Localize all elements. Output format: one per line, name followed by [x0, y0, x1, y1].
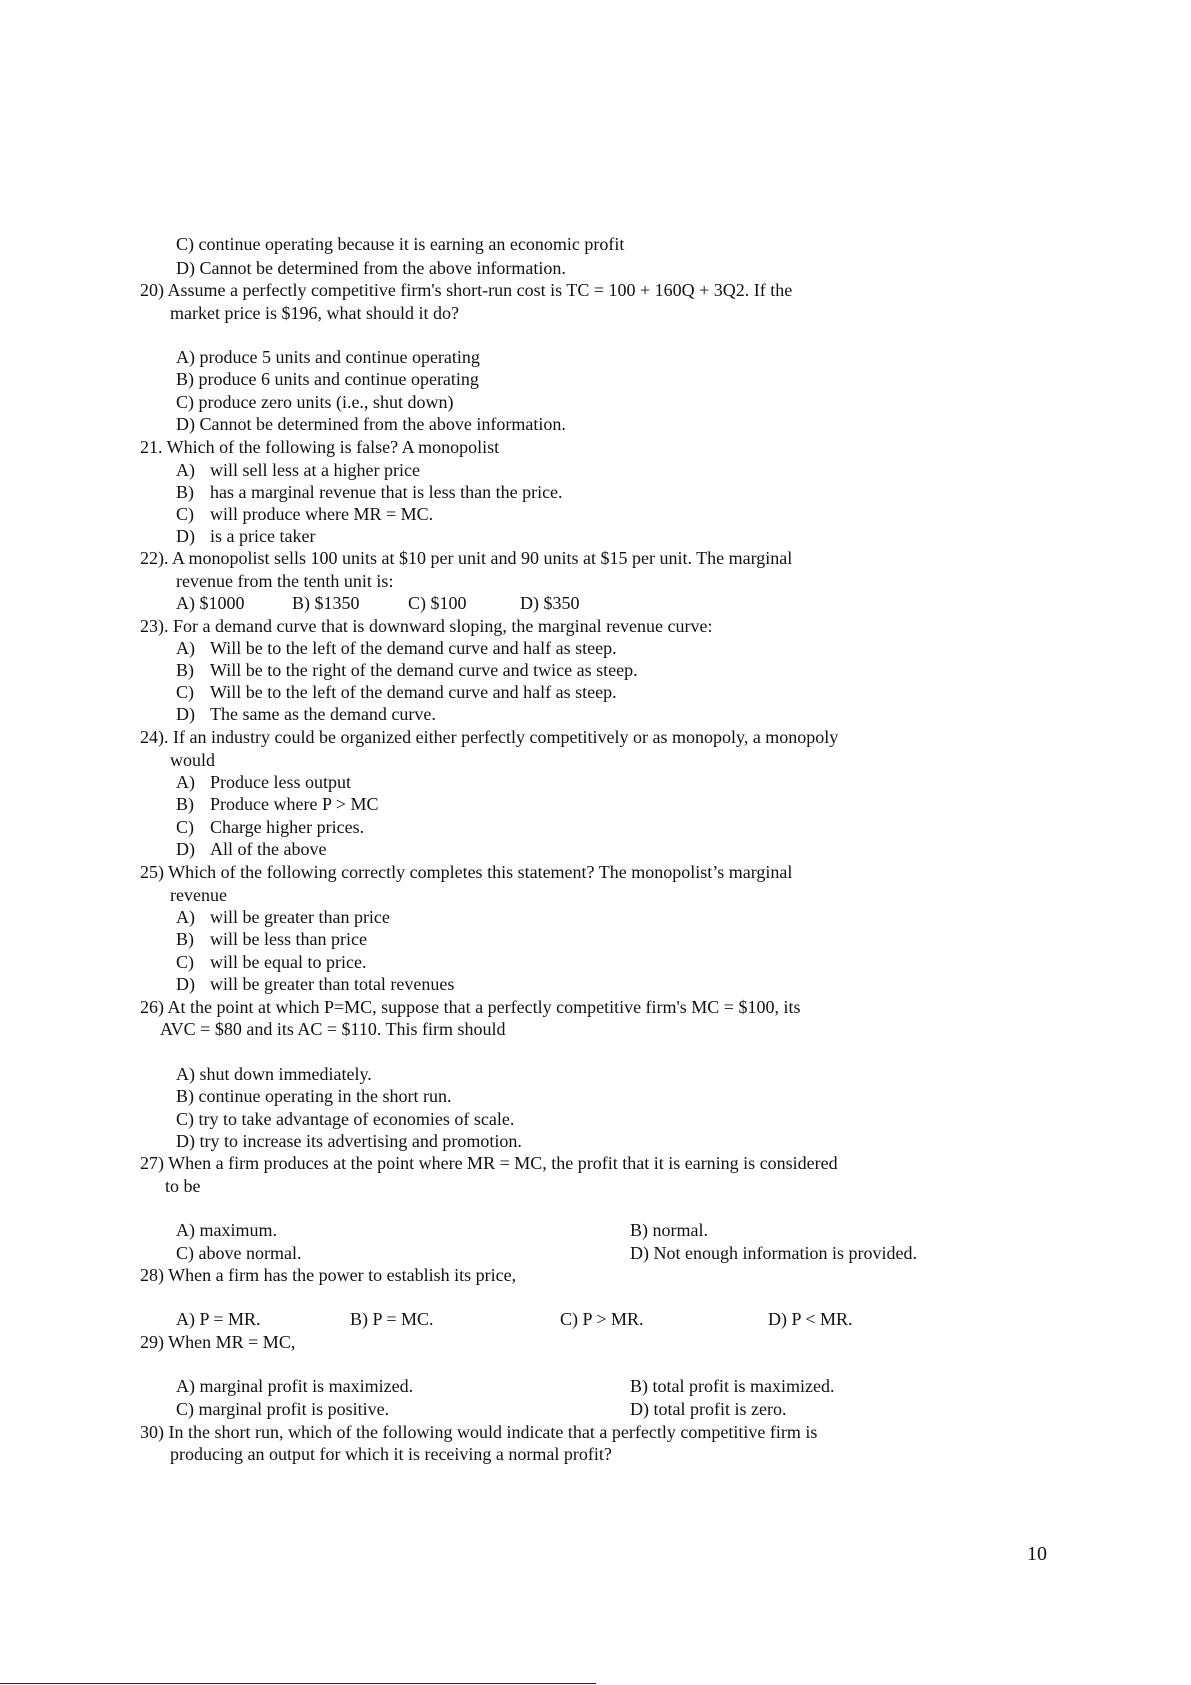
- q28-option-c: C) P > MR.: [560, 1309, 644, 1329]
- q24-option-b: B) Produce where P > MC: [176, 794, 379, 814]
- q22-option-a: A) $1000: [176, 593, 245, 613]
- q26-stem-line1: 26) At the point at which P=MC, suppose that a perfectly competitive firm's MC = $100, its: [140, 997, 801, 1017]
- footer-rule: [0, 1683, 596, 1684]
- q25-stem-line2: revenue: [170, 885, 227, 905]
- q29-option-b: B) total profit is maximized.: [630, 1376, 835, 1396]
- q26-stem-line2: AVC = $80 and its AC = $110. This firm should: [160, 1019, 506, 1039]
- q23-option-a: A) Will be to the left of the demand curve and half as steep.: [176, 638, 617, 658]
- q29-stem: 29) When MR = MC,: [140, 1332, 296, 1352]
- q27-option-a: A) maximum.: [176, 1220, 277, 1240]
- q29-option-c: C) marginal profit is positive.: [176, 1399, 390, 1419]
- q28-stem: 28) When a firm has the power to establish its price,: [140, 1265, 517, 1285]
- q22-option-d: D) $350: [520, 593, 580, 613]
- q23-option-b: B) Will be to the right of the demand curve and twice as steep.: [176, 660, 638, 680]
- q20-option-c: C) produce zero units (i.e., shut down): [176, 392, 454, 412]
- q21-stem: 21. Which of the following is false? A monopolist: [140, 437, 500, 457]
- q24-option-c: C) Charge higher prices.: [176, 817, 365, 837]
- q27-stem-line1: 27) When a firm produces at the point where MR = MC, the profit that it is earning is considered: [140, 1153, 838, 1173]
- q29-option-a: A) marginal profit is maximized.: [176, 1376, 414, 1396]
- q25-option-a: A) will be greater than price: [176, 907, 390, 927]
- q19-option-d: D) Cannot be determined from the above information.: [176, 258, 566, 278]
- q21-option-a: A) will sell less at a higher price: [176, 460, 420, 480]
- q20-stem-line2: market price is $196, what should it do?: [170, 303, 459, 323]
- q28-option-d: D) P < MR.: [768, 1309, 853, 1329]
- q24-stem-line1: 24). If an industry could be organized either perfectly competitively or as monopoly, a monopoly: [140, 727, 839, 747]
- q20-stem-line1: 20) Assume a perfectly competitive firm's short-run cost is TC = 100 + 160Q + 3Q2. If the: [140, 280, 793, 300]
- q26-option-d: D) try to increase its advertising and promotion.: [176, 1131, 522, 1151]
- q21-option-b: B) has a marginal revenue that is less than the price.: [176, 482, 563, 502]
- q26-option-b: B) continue operating in the short run.: [176, 1086, 452, 1106]
- q24-stem-line2: would: [170, 750, 215, 770]
- q20-option-d: D) Cannot be determined from the above information.: [176, 414, 566, 434]
- q22-option-c: C) $100: [408, 593, 467, 613]
- q25-stem-line1: 25) Which of the following correctly completes this statement? The monopolist’s marginal: [140, 862, 793, 882]
- q24-option-d: D) All of the above: [176, 839, 327, 859]
- q25-option-d: D) will be greater than total revenues: [176, 974, 455, 994]
- q25-option-c: C) will be equal to price.: [176, 952, 367, 972]
- q28-option-b: B) P = MC.: [350, 1309, 434, 1329]
- q20-option-a: A) produce 5 units and continue operating: [176, 347, 480, 367]
- q26-option-c: C) try to take advantage of economies of scale.: [176, 1109, 515, 1129]
- q25-option-b: B) will be less than price: [176, 929, 367, 949]
- q28-option-a: A) P = MR.: [176, 1309, 261, 1329]
- q27-option-d: D) Not enough information is provided.: [630, 1243, 917, 1263]
- q29-option-d: D) total profit is zero.: [630, 1399, 787, 1419]
- q21-option-d: D) is a price taker: [176, 526, 316, 546]
- q24-option-a: A) Produce less output: [176, 772, 351, 792]
- q21-option-c: C) will produce where MR = MC.: [176, 504, 434, 524]
- q23-option-c: C) Will be to the left of the demand curve and half as steep.: [176, 682, 617, 702]
- q27-option-b: B) normal.: [630, 1220, 708, 1240]
- q19-option-c: C) continue operating because it is earning an economic profit: [176, 234, 625, 254]
- q26-option-a: A) shut down immediately.: [176, 1064, 372, 1084]
- q22-option-b: B) $1350: [292, 593, 360, 613]
- q27-stem-line2: to be: [165, 1176, 201, 1196]
- q30-stem-line1: 30) In the short run, which of the following would indicate that a perfectly competitive firm is: [140, 1422, 818, 1442]
- page-number: 10: [1027, 1543, 1047, 1565]
- q27-option-c: C) above normal.: [176, 1243, 302, 1263]
- q22-stem-line2: revenue from the tenth unit is:: [176, 571, 394, 591]
- q22-stem-line1: 22). A monopolist sells 100 units at $10 per unit and 90 units at $15 per unit. The marginal: [140, 548, 793, 568]
- q23-option-d: D) The same as the demand curve.: [176, 704, 436, 724]
- q23-stem: 23). For a demand curve that is downward sloping, the marginal revenue curve:: [140, 616, 713, 636]
- q30-stem-line2: producing an output for which it is receiving a normal profit?: [170, 1444, 612, 1464]
- q20-option-b: B) produce 6 units and continue operating: [176, 369, 479, 389]
